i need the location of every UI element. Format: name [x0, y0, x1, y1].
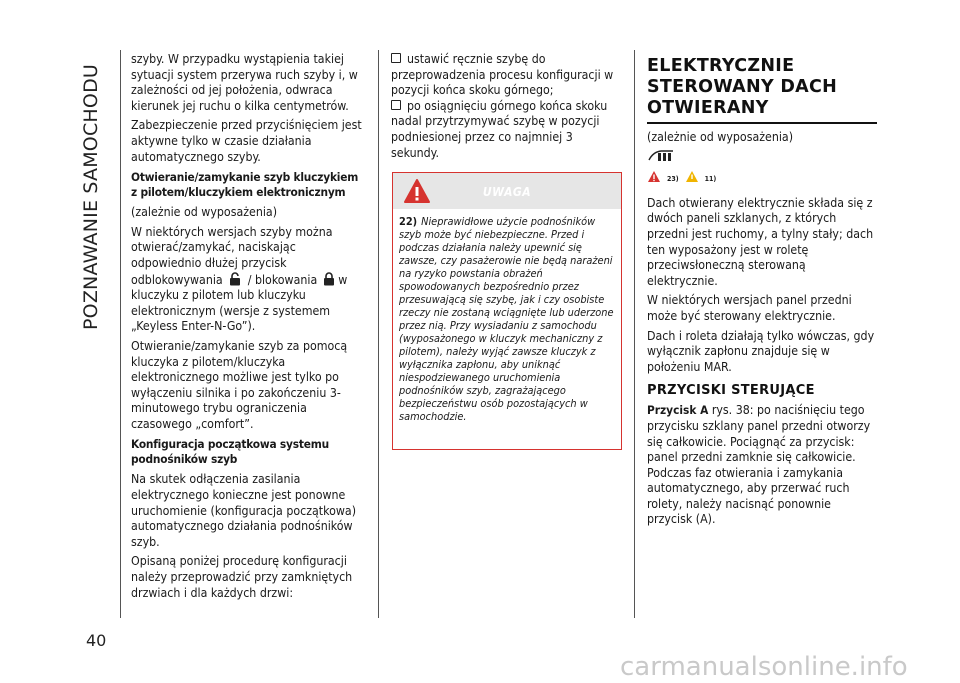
warning-text: Nieprawidłowe użycie podnośników szyb może być niebezpieczne. Przed i podczas działania należy upewnić się zawsze, czy pasażerowie nie będą narażeni na ryzyko powstania obrażeń spowodowanych bezpośrednio przez przesuwającą się szybę, jak i czy osobiste rzeczy nie zostaną wciągnięte lub uderzone przez nią. Przy wysiadaniu z samochodu (wyposażonego w kluczyk mechaniczny z pilotem), należy wyjąć zawsze kluczyk z wyłącznika zapłonu, aby uniknąć niespodziewanego uruchomienia podnośników szyb, zagrażającego bezpieczeństwu osób pozostających w samochodzie. [399, 215, 614, 423]
text: / blokowania [247, 272, 318, 287]
column-1 [131, 52, 367, 605]
bullet-square-icon [391, 100, 401, 110]
warning-number: 22) [399, 215, 418, 228]
subsection-title: PRZYCISKI STERUJĄCE [647, 383, 815, 399]
list-item-text: ustawić ręcznie szybę do przeprowadzenia procesu konfiguracji w pozycji końca skoku górnego; [391, 52, 614, 98]
subheading: Otwieranie/zamykanie szyb kluczykiem z pilotem/kluczykiem elektronicznym [131, 170, 359, 200]
column-3 [647, 56, 879, 532]
text: rys. 38: po naciśnięciu tego przycisku szklany panel przedni otworzy się całkowicie. Pociągnąć za przycisk: panel przedni zamknie się całkowicie. Podczas faz otwierania i zamykania automatycznego, aby przerwać ruch rolety, należy nacisnąć ponownie przycisk (A). [647, 403, 871, 527]
page-number: 40 [86, 631, 107, 650]
caution-ref: 11) [704, 175, 717, 184]
paragraph: W niektórych wersjach panel przedni może być sterowany elektrycznie. [647, 293, 852, 323]
paragraph: (zależnie od wyposażenia) [131, 205, 278, 220]
divider [634, 50, 635, 618]
warning-header [393, 173, 621, 209]
paragraph: (zależnie od wyposażenia) [647, 130, 794, 144]
text: W niektórych wersjach szyby można otwierać/zamykać, naciskając odpowiednio dłużej przycisk odblokowywania [131, 224, 333, 287]
sidebar-chapter-title: POZNAWANIE SAMOCHODU [80, 63, 102, 330]
list-item-text: po osiągnięciu górnego końca skoku nadal przytrzymywać szybę w pozycji podniesionej przez co najmniej 3 sekundy. [391, 98, 608, 160]
column-2 [391, 52, 623, 161]
warning-icon [647, 170, 661, 190]
paragraph: Otwieranie/zamykanie szyb za pomocą kluczyka z pilotem/kluczyka elektronicznego możliwe jest tylko po wyłączeniu silnika i po zakończeniu 3-minutowego trybu ograniczenia czasowego „comfort”. [131, 338, 348, 431]
paragraph: Na skutek odłączenia zasilania elektrycznego konieczne jest ponowne uruchomienie (konfiguracja początkowa) automatycznego działania podnośników szyb. [131, 472, 357, 549]
text: w kluczyku z pilotem lub kluczyku elektronicznym (wersje z systemem „Keyless Enter-N-Go”). [131, 272, 348, 334]
paragraph: Dach otwierany elektrycznie składa się z dwóch paneli szklanych, z których przedni jest ruchomy, a tylny stały; dach ten wyposażony jest w roletę przeciwsłoneczną sterowaną elektrycznie. [647, 195, 874, 288]
section-title [647, 56, 879, 119]
section-title-line: ELEKTRYCZNIE [647, 56, 795, 76]
paragraph: Opisaną poniżej procedurę konfiguracji należy przeprowadzić przy zamkniętych drzwiach i dla każdych drzwi: [131, 554, 353, 600]
watermark: carmanualsonline.info [620, 652, 908, 682]
caution-icon [685, 170, 699, 190]
subheading: Konfiguracja początkowa systemu podnośników szyb [131, 437, 329, 467]
divider [378, 50, 379, 618]
warning-box [392, 172, 622, 450]
sunroof-icon [647, 148, 879, 169]
reference-icons [647, 170, 879, 190]
lock-icon [321, 273, 339, 287]
button-name: Przycisk A [647, 403, 709, 418]
paragraph [131, 225, 367, 335]
title-underline [647, 122, 877, 124]
list-item [391, 52, 623, 99]
paragraph: Zabezpieczenie przed przyciśnięciem jest aktywne tylko w czasie działania automatycznego szyby. [131, 118, 362, 164]
section-title-line: OTWIERANY [647, 98, 769, 118]
bullet-square-icon [391, 53, 401, 63]
divider [120, 50, 121, 618]
unlock-icon [226, 273, 248, 287]
paragraph [647, 403, 879, 528]
list-item [391, 99, 623, 161]
warning-ref: 23) [667, 175, 679, 184]
paragraph: szyby. W przypadku wystąpienia takiej sytuacji system przerywa ruch szyby i, w zależności od jej położenia, odwraca kierunek jej ruchu o kilka centymetrów. [131, 52, 358, 113]
paragraph: Dach i roleta działają tylko wówczas, gdy wyłącznik zapłonu znajduje się w położeniu MAR. [647, 328, 875, 374]
section-title-line: STEROWANY DACH [647, 77, 838, 97]
warning-label: UWAGA [482, 185, 532, 199]
warning-body [393, 209, 621, 423]
